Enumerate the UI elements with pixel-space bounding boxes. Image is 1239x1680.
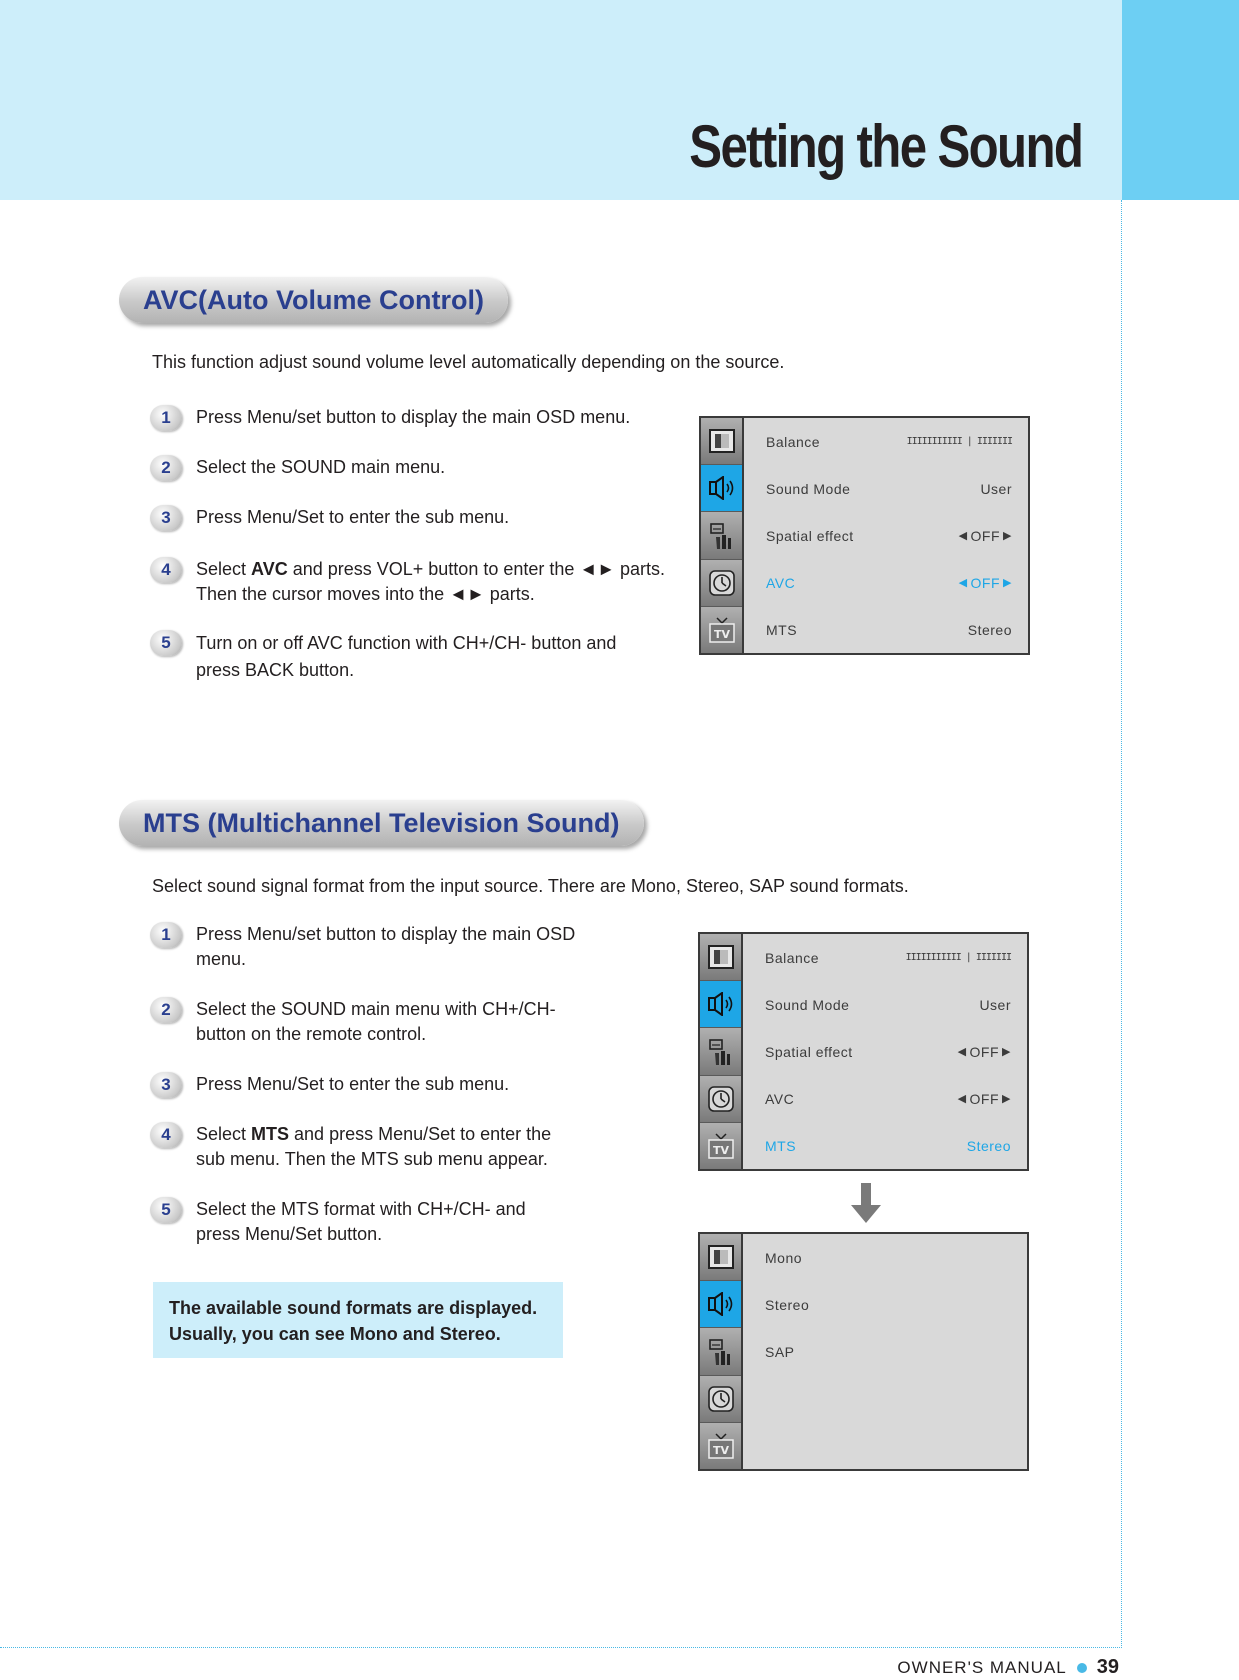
- row-value: OFF: [969, 1043, 1000, 1060]
- row-value: OFF: [970, 527, 1001, 544]
- step-text: Select the MTS format with CH+/CH- and: [196, 1199, 526, 1219]
- avc-heading: AVC(Auto Volume Control): [119, 277, 508, 323]
- setup-tools-icon: [701, 512, 742, 559]
- row-label: Balance: [765, 949, 820, 966]
- sound-icon: [700, 1281, 741, 1328]
- osd-icon-column: [700, 934, 743, 1169]
- mts-osd-panel: [698, 932, 1029, 1171]
- vertical-guide: [1121, 200, 1122, 1648]
- setup-tools-icon: [700, 1328, 741, 1375]
- avc-step-4: [150, 557, 665, 607]
- step-text: Select AVC and press VOL+ button to enter the ◄► parts.: [196, 559, 666, 579]
- step-text: Select MTS and press Menu/Set to enter the: [196, 1124, 552, 1144]
- step-number: 3: [150, 1072, 182, 1098]
- submenu-empty-row: [743, 1375, 1027, 1422]
- avc-step-3: [150, 505, 509, 531]
- note-line-1: The available sound formats are displayed.: [169, 1298, 538, 1318]
- row-label: Balance: [766, 433, 821, 450]
- step-text: Press Menu/Set to enter the sub menu.: [196, 1074, 510, 1094]
- right-arrow-icon[interactable]: ▶: [1002, 1046, 1011, 1058]
- step-text-line2: Then the cursor moves into the ◄► parts.: [196, 584, 535, 604]
- row-value: Stereo: [966, 1137, 1011, 1154]
- step-text-line2: sub menu. Then the MTS sub menu appear.: [196, 1149, 548, 1169]
- mts-step-3: [150, 1072, 509, 1098]
- step-number: 4: [150, 557, 182, 583]
- clock-icon: [701, 560, 742, 607]
- step-text: Press Menu/Set to enter the sub menu.: [196, 507, 510, 527]
- step-text: Press Menu/set button to display the main OSD menu.: [196, 407, 631, 427]
- osd-rows: [743, 934, 1027, 1169]
- submenu-option-sap[interactable]: [743, 1328, 1027, 1375]
- row-label: AVC: [765, 1090, 795, 1107]
- row-value: OFF: [970, 574, 1001, 591]
- bullet-icon: [1077, 1663, 1087, 1673]
- step-number: 1: [150, 405, 182, 431]
- left-arrow-icon[interactable]: ◀: [958, 577, 968, 589]
- mts-intro: Select sound signal format from the input source. There are Mono, Stereo, SAP sound formats.: [152, 876, 909, 896]
- step-text: Turn on or off AVC function with CH+/CH- button and: [196, 633, 617, 653]
- down-arrow-icon: [851, 1183, 881, 1223]
- step-text-line2: press Menu/Set button.: [196, 1224, 383, 1244]
- step-number: 2: [150, 997, 182, 1023]
- left-arrow-icon[interactable]: ◀: [957, 1093, 967, 1105]
- avc-step-2: [150, 455, 445, 481]
- horizontal-guide: [0, 1647, 1122, 1648]
- svg-text:TV: TV: [712, 1443, 729, 1457]
- mts-step-2: [150, 997, 556, 1047]
- step-text: Press Menu/set button to display the main OSD: [196, 924, 576, 944]
- step-number: 1: [150, 922, 182, 948]
- clock-icon: [700, 1076, 741, 1123]
- left-arrow-icon[interactable]: ◀: [958, 530, 968, 542]
- right-arrow-icon[interactable]: ▶: [1002, 1093, 1011, 1105]
- sound-icon: [700, 981, 741, 1028]
- submenu-option-stereo[interactable]: [743, 1281, 1027, 1328]
- step-number: 3: [150, 505, 182, 531]
- page-footer: [897, 1656, 1119, 1679]
- row-label: Spatial effect: [766, 527, 854, 544]
- mts-submenu-panel: [698, 1232, 1029, 1471]
- step-text-line2: menu.: [196, 949, 247, 969]
- row-label: Spatial effect: [765, 1043, 853, 1060]
- page-title: Setting the Sound: [688, 113, 1082, 180]
- submenu-empty-row: [743, 1422, 1027, 1469]
- header-tab: [1122, 0, 1239, 200]
- osd-rows: [744, 418, 1028, 653]
- osd-row-mts[interactable]: [744, 606, 1028, 653]
- picture-icon: [700, 934, 741, 981]
- tv-icon: [700, 1423, 741, 1469]
- svg-text:TV: TV: [712, 1143, 729, 1157]
- osd-icon-column: [700, 1234, 743, 1469]
- row-value: OFF: [969, 1090, 1000, 1107]
- mts-step-1: [150, 922, 575, 972]
- osd-row-avc[interactable]: [744, 559, 1028, 606]
- option-label: Mono: [765, 1249, 803, 1266]
- balance-bar: IIIIIIIIIII | IIIIIII: [906, 436, 1012, 447]
- note-line-2: Usually, you can see Mono and Stereo.: [169, 1324, 501, 1344]
- step-number: 4: [150, 1122, 182, 1148]
- row-value: Stereo: [967, 621, 1012, 638]
- step-text: Select the SOUND main menu with CH+/CH-: [196, 999, 556, 1019]
- mts-heading: MTS (Multichannel Television Sound): [119, 800, 644, 846]
- manual-label: OWNER'S MANUAL: [897, 1657, 1067, 1677]
- row-label: MTS: [765, 1137, 797, 1154]
- row-value: User: [979, 996, 1011, 1013]
- setup-tools-icon: [700, 1028, 741, 1075]
- osd-icon-column: [701, 418, 744, 653]
- osd-row-mts[interactable]: [743, 1122, 1027, 1169]
- avc-intro: This function adjust sound volume level automatically depending on the source.: [152, 352, 785, 372]
- avc-osd-panel: [699, 416, 1030, 655]
- option-label: Stereo: [765, 1296, 810, 1313]
- row-value: User: [980, 480, 1012, 497]
- row-label: Sound Mode: [765, 996, 850, 1013]
- tv-icon: [700, 1123, 741, 1169]
- mts-step-4: [150, 1122, 551, 1172]
- balance-bar: IIIIIIIIIII | IIIIIII: [905, 952, 1011, 963]
- svg-text:TV: TV: [713, 627, 730, 641]
- picture-icon: [701, 418, 742, 465]
- info-note: [153, 1282, 563, 1358]
- option-label: SAP: [765, 1343, 795, 1360]
- step-text-line2: press BACK button.: [196, 660, 355, 680]
- sound-icon: [701, 465, 742, 512]
- left-arrow-icon[interactable]: ◀: [957, 1046, 967, 1058]
- avc-step-1: [150, 405, 630, 431]
- osd-row-sound-mode[interactable]: [743, 981, 1027, 1028]
- step-text: Select the SOUND main menu.: [196, 457, 446, 477]
- row-label: Sound Mode: [766, 480, 851, 497]
- right-arrow-icon[interactable]: ▶: [1003, 577, 1012, 589]
- osd-row-sound-mode[interactable]: [744, 465, 1028, 512]
- right-arrow-icon[interactable]: ▶: [1003, 530, 1012, 542]
- picture-icon: [700, 1234, 741, 1281]
- submenu-option-mono[interactable]: [743, 1234, 1027, 1281]
- osd-row-avc[interactable]: [743, 1075, 1027, 1122]
- tv-icon: [701, 607, 742, 653]
- step-text-line2: button on the remote control.: [196, 1024, 427, 1044]
- row-label: MTS: [766, 621, 798, 638]
- avc-step-5: [150, 630, 616, 684]
- step-number: 2: [150, 455, 182, 481]
- step-number: 5: [150, 630, 182, 656]
- clock-icon: [700, 1376, 741, 1423]
- row-label: AVC: [766, 574, 796, 591]
- osd-row-balance[interactable]: [744, 418, 1028, 465]
- page-number: 39: [1096, 1656, 1119, 1678]
- osd-row-spatial-effect[interactable]: [743, 1028, 1027, 1075]
- mts-step-5: [150, 1197, 526, 1247]
- osd-row-spatial-effect[interactable]: [744, 512, 1028, 559]
- step-number: 5: [150, 1197, 182, 1223]
- osd-rows: [743, 1234, 1027, 1469]
- osd-row-balance[interactable]: [743, 934, 1027, 981]
